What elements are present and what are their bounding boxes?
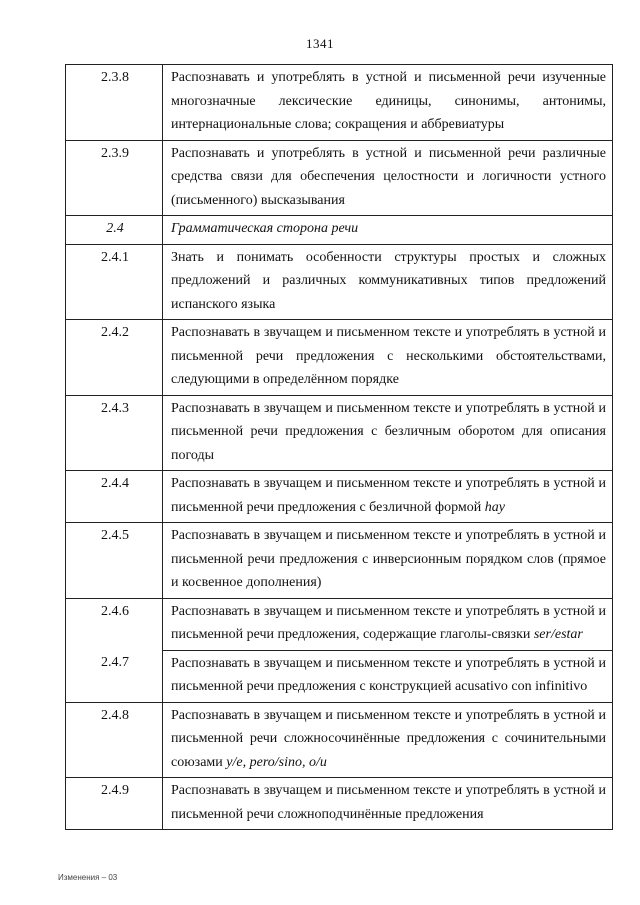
table-row bbox=[66, 395, 613, 471]
table-row bbox=[66, 140, 613, 216]
table-row bbox=[66, 65, 613, 141]
footer-revision: Изменения – 03 bbox=[58, 873, 118, 882]
row-code: 2.3.9 bbox=[66, 140, 163, 216]
table-row bbox=[66, 778, 613, 830]
row-text-plain: Распознавать в звучащем и письменном тексте и употреблять в устной и письменной речи предложения, содержащие глаголы-связки bbox=[171, 603, 606, 642]
table-row bbox=[66, 471, 613, 523]
table-row bbox=[66, 244, 613, 320]
row-text-italic: ser/estar bbox=[533, 627, 583, 642]
table-row bbox=[66, 598, 613, 650]
row-text: Распознавать и употреблять в устной и письменной речи изученные многозначные лексические единицы, синонимы, антонимы, интернациональные слова; сокращения и аббревиатуры bbox=[163, 65, 613, 141]
row-text-italic: y/e, pero/sino, o/u bbox=[226, 754, 327, 770]
table-row bbox=[66, 702, 613, 778]
row-code: 2.3.8 bbox=[66, 65, 163, 141]
row-code: 2.4.1 bbox=[66, 244, 163, 320]
table-row bbox=[66, 650, 613, 702]
requirements-table bbox=[65, 64, 613, 830]
row-text: Знать и понимать особенности структуры простых и сложных предложений и различных коммуникативных типов предложений испанского языка bbox=[163, 244, 613, 320]
row-code: 2.4.5 bbox=[66, 523, 163, 599]
row-code: 2.4.4 bbox=[66, 471, 163, 523]
row-text-plain: Распознавать в звучащем и письменном тексте и употреблять в устной и письменной речи сложносочинённые предложения с сочинительными союзами bbox=[171, 707, 606, 770]
row-text bbox=[163, 471, 613, 523]
row-text-italic: hay bbox=[484, 499, 505, 515]
row-text: Распознавать в звучащем и письменном тексте и употреблять в устной и письменной речи предложения с конструкцией acusativo con infinitivo bbox=[163, 650, 613, 702]
row-code: 2.4.8 bbox=[66, 702, 163, 778]
row-text bbox=[163, 702, 613, 778]
page-number: 1341 bbox=[306, 36, 334, 51]
table-row bbox=[66, 523, 613, 599]
section-code: 2.4 bbox=[66, 216, 163, 245]
section-title: Грамматическая сторона речи bbox=[163, 216, 613, 245]
row-code: 2.4.7 bbox=[66, 650, 163, 702]
row-text-plain: Распознавать в звучащем и письменном тексте и употреблять в устной и письменной речи предложения с безличной формой bbox=[171, 476, 606, 515]
row-text: Распознавать и употреблять в устной и письменной речи различные средства связи для обеспечения целостности и логичности устного (письменного) высказывания bbox=[163, 140, 613, 216]
row-text: Распознавать в звучащем и письменном тексте и употреблять в устной и письменной речи сложноподчинённые предложения bbox=[163, 778, 613, 830]
section-heading-row bbox=[66, 216, 613, 245]
row-text: Распознавать в звучащем и письменном тексте и употреблять в устной и письменной речи предложения с инверсионным порядком слов (прямое и косвенное дополнения) bbox=[163, 523, 613, 599]
row-code: 2.4.2 bbox=[66, 320, 163, 396]
row-text: Распознавать в звучащем и письменном тексте и употреблять в устной и письменной речи предложения с несколькими обстоятельствами, следующими в определённом порядке bbox=[163, 320, 613, 396]
row-code: 2.4.9 bbox=[66, 778, 163, 830]
row-text: Распознавать в звучащем и письменном тексте и употреблять в устной и письменной речи предложения с безличным оборотом для описания погоды bbox=[163, 395, 613, 471]
row-code: 2.4.6 bbox=[66, 598, 163, 650]
table-row bbox=[66, 320, 613, 396]
row-code: 2.4.3 bbox=[66, 395, 163, 471]
row-text bbox=[163, 598, 613, 650]
